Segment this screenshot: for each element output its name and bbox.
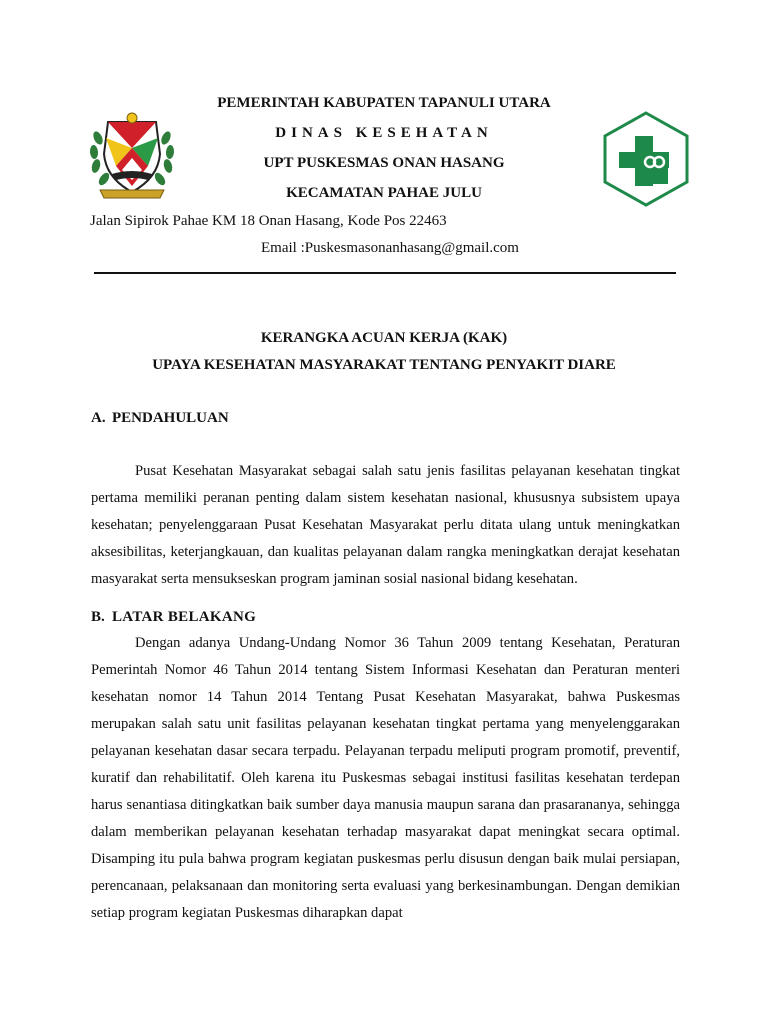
section-b-heading: [91, 608, 256, 626]
letterhead-district: KECAMATAN PAHAE JULU: [286, 185, 482, 201]
section-b-paragraph: Dengan adanya Undang-Undang Nomor 36 Tahun 2009 tentang Kesehatan, Peraturan Pemerintah Nomor 46 Tahun 2014 tentang Sistem Informasi Kesehatan dan Peraturan menteri kesehatan nomor 14 Tahun 2014 Tentang Pusat Kesehatan Masyarakat, bahwa Puskesmas merupakan salah satu unit fasilitas pelayanan kesehatan tingkat pertama yang menyelenggarakan pelayanan kesehatan dasar secara terpadu. Pelayanan terpadu meliputi program promotif, preventif, kuratif dan rehabilitatif. Oleh karena itu Puskesmas sebagai institusi fasilitas kesehatan terdepan harus senantiasa ditingkatkan baik sumber daya manusia maupun sarana dan prasarananya, sehingga dalam memberikan pelayanan kesehatan terhadap masyarakat dapat meningkat secara optimal. Disamping itu pula bahwa program kegiatan puskesmas perlu disusun dengan baik mulai persiapan, perencanaan, pelaksanaan dan monitoring serta evaluasi yang berkesinambungan. Dengan demikian setiap program kegiatan Puskesmas diharapkan dapat: [91, 635, 680, 921]
section-a-number: A.: [91, 410, 106, 426]
letterhead-address: Jalan Sipirok Pahae KM 18 Onan Hasang, Kode Pos 22463: [90, 213, 447, 229]
section-a-paragraph: Pusat Kesehatan Masyarakat sebagai salah satu jenis fasilitas pelayanan kesehatan tingkat pertama memiliki peranan penting dalam sistem kesehatan nasional, khususnya subsistem upaya kesehatan; penyelenggaraan Pusat Kesehatan Masyarakat perlu ditata ulang untuk meningkatkan aksesibilitas, keterjangkauan, dan kualitas pelayanan dalam rangka meningkatkan derajat kesehatan masyarakat serta mensukseskan program jaminan sosial nasional bidang kesehatan.: [91, 463, 680, 587]
section-b-number: B.: [91, 609, 105, 625]
section-a-heading: [91, 409, 229, 427]
section-a-label: PENDAHULUAN: [112, 410, 229, 426]
letterhead-divider: [94, 272, 676, 274]
document-subtitle: UPAYA KESEHATAN MASYARAKAT TENTANG PENYAKIT DIARE: [152, 357, 616, 373]
letterhead-email: Email :Puskesmasonanhasang@gmail.com: [261, 240, 519, 256]
document-title: KERANGKA ACUAN KERJA (KAK): [260, 330, 508, 346]
letterhead-government: PEMERINTAH KABUPATEN TAPANULI UTARA: [217, 95, 551, 111]
section-b-label: LATAR BELAKANG: [112, 609, 257, 625]
letterhead-unit: UPT PUSKESMAS ONAN HASANG: [263, 155, 505, 171]
letterhead-department: DINAS KESEHATAN: [275, 125, 493, 141]
